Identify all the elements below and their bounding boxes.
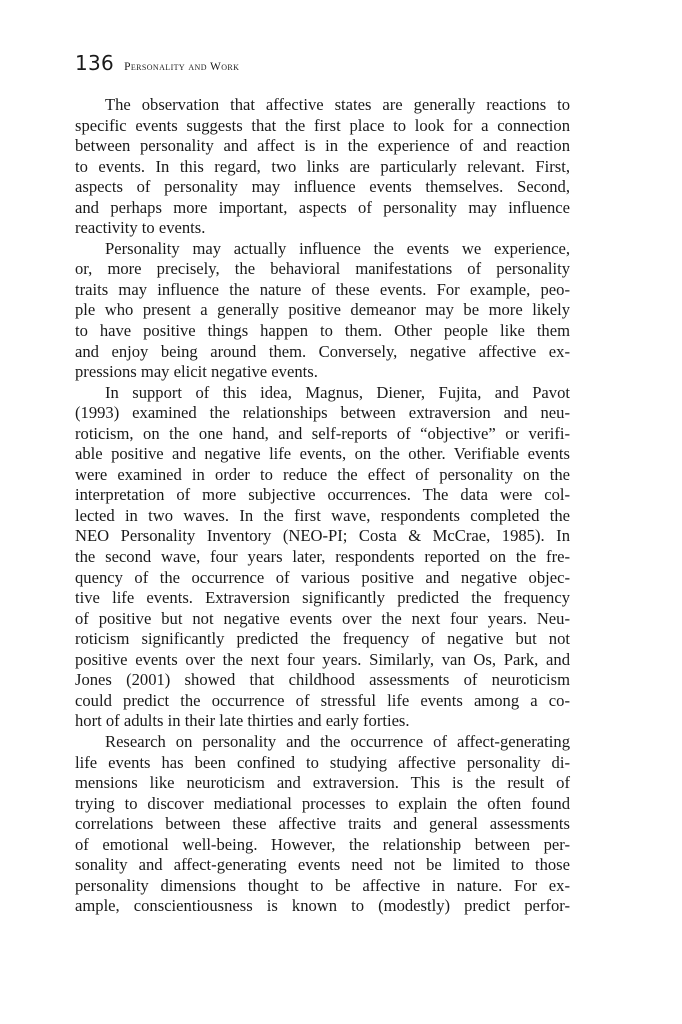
paragraph (75, 732, 570, 917)
text-line: tive life events. Extraversion significantly predicted the frequency (75, 588, 570, 608)
text-line: to have positive things happen to them. Other people like them (75, 321, 570, 341)
text-line: or, more precisely, the behavioral manifestations of personality (75, 259, 570, 279)
paragraph (75, 95, 570, 239)
text-line: traits may influence the nature of these events. For example, peo- (75, 279, 570, 299)
text-line: roticism, on the one hand, and self-reports of “objective” or verifi- (75, 423, 570, 443)
running-head (75, 51, 239, 77)
text-line: Jones (2001) showed that childhood assessments of neuroticism (75, 670, 570, 690)
text-line: life events has been confined to studying affective personality di- (75, 752, 570, 772)
text-line: able positive and negative life events, on the other. Verifiable events (75, 444, 570, 464)
text-line: the second wave, four years later, respondents reported on the fre- (75, 547, 570, 567)
text-line: lected in two waves. In the first wave, respondents completed the (75, 505, 570, 525)
paragraph (75, 383, 570, 732)
text-line: (1993) examined the relationships between extraversion and neu- (75, 403, 570, 423)
text-line: were examined in order to reduce the effect of personality on the (75, 464, 570, 484)
text-line: correlations between these affective traits and general assessments (75, 814, 570, 834)
text-line: between personality and affect is in the experience of and reaction (75, 136, 570, 156)
text-line: The observation that affective states are generally reactions to (105, 95, 570, 114)
text-line: specific events suggests that the first place to look for a connection (75, 115, 570, 135)
text-line: pressions may elicit negative events. (75, 362, 318, 382)
text-line: and enjoy being around them. Conversely, negative affective ex- (75, 341, 570, 361)
text-line: of positive but not negative events over the next four years. Neu- (75, 608, 570, 628)
text-line: of emotional well-being. However, the relationship between per- (75, 834, 570, 854)
text-line: Personality may actually influence the events we experience, (105, 238, 570, 258)
text-line: ample, conscientiousness is known to (modestly) predict perfor- (75, 896, 570, 916)
text-line: roticism significantly predicted the frequency of negative but not (75, 629, 570, 649)
text-line: reactivity to events. (75, 218, 206, 238)
page-number: 136 (75, 51, 115, 75)
text-line: personality dimensions thought to be affective in nature. For ex- (75, 875, 570, 895)
text-line: and perhaps more important, aspects of personality may influence (75, 197, 570, 217)
text-line: Research on personality and the occurrence of affect-generating (105, 731, 570, 751)
running-head-title: Personality and Work (124, 61, 240, 73)
body-text (75, 95, 570, 917)
text-line: NEO Personality Inventory (NEO-PI; Costa & McCrae, 1985). In (75, 526, 570, 546)
text-line: positive events over the next four years. Similarly, van Os, Park, and (75, 649, 570, 669)
text-line: In support of this idea, Magnus, Diener, Fujita, and Pavot (105, 382, 570, 402)
text-line: to events. In this regard, two links are particularly relevant. First, (75, 156, 570, 176)
text-line: quency of the occurrence of various positive and negative objec- (75, 567, 570, 587)
text-line: sonality and affect-generating events need not be limited to those (75, 855, 570, 875)
text-line: trying to discover mediational processes to explain the often found (75, 793, 570, 813)
text-line: interpretation of more subjective occurrences. The data were col- (75, 485, 570, 505)
paragraph (75, 239, 570, 383)
text-line: aspects of personality may influence events themselves. Second, (75, 177, 570, 197)
text-line: could predict the occurrence of stressful life events among a co- (75, 690, 570, 710)
text-line: hort of adults in their late thirties and early forties. (75, 711, 410, 731)
text-line: mensions like neuroticism and extraversion. This is the result of (75, 773, 570, 793)
text-line: ple who present a generally positive demeanor may be more likely (75, 300, 570, 320)
